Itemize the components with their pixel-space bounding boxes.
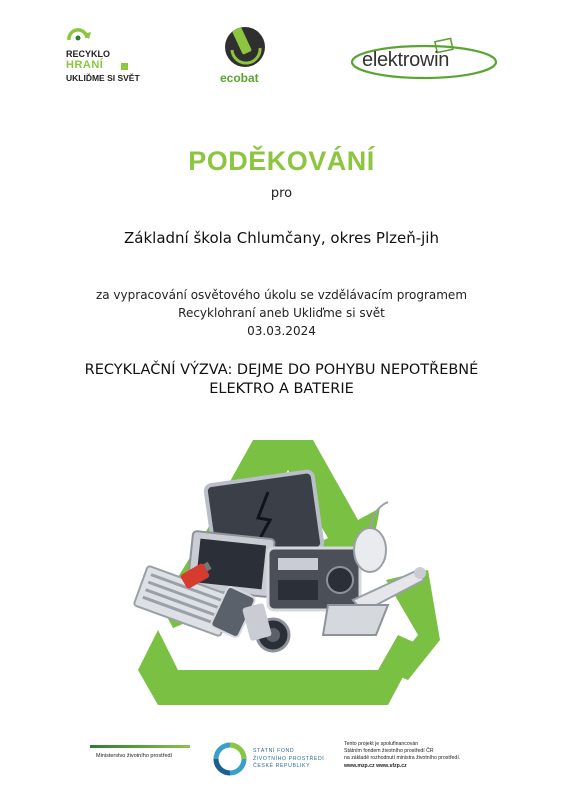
- elektrowin-logo: [348, 36, 500, 84]
- sfzp-line-1: STÁTNÍ FOND: [253, 748, 295, 754]
- recyklo-badge: ...: [123, 64, 127, 69]
- challenge-title-line-1: RECYKLAČNÍ VÝZVA: DEJME DO POHYBU NEPOTŘEBNÉ: [84, 362, 479, 378]
- cofund-websites[interactable]: www.mzp.cz www.sfzp.cz: [344, 762, 407, 769]
- ministry-text: Ministerstvo životního prostředí: [96, 753, 173, 759]
- hrani-text: HRANÍ: [66, 59, 104, 71]
- cofund-line-3: na základě rozhodnutí ministra životního prostředí.: [344, 755, 461, 762]
- description-line-2: Recyklohraní aneb Ukliďme si svět: [178, 306, 385, 320]
- recycling-e-waste-illustration: [118, 430, 448, 715]
- sfzp-line-2: ŽIVOTNÍHO PROSTŘEDÍ: [253, 755, 325, 762]
- recyklohrani-logo: [62, 26, 152, 90]
- elektrowin-text: elektrowin: [362, 49, 450, 71]
- sfzp-logo: [212, 741, 342, 777]
- ecobat-text: ecobat: [220, 71, 259, 85]
- recycle-swirl-icon: [65, 26, 95, 48]
- cofunding-note: [344, 741, 494, 791]
- recyklo-text: RECYKLO: [66, 49, 111, 59]
- description-line-1: za vypracování osvětového úkolu se vzdělávacím programem: [95, 288, 468, 302]
- for-text: pro: [270, 186, 293, 201]
- ecobat-logo: [214, 22, 276, 88]
- school-name: Základní škola Chlumčany, okres Plzeň-jih: [124, 229, 439, 247]
- sfzp-line-3: ČESKÉ REPUBLIKY: [253, 763, 311, 769]
- certificate-date: 03.03.2024: [247, 324, 316, 338]
- cofund-line-1: Tento projekt je spolufinancován: [344, 741, 419, 747]
- uklidme-text: UKLIĎME SI SVĚT: [66, 73, 140, 83]
- cofund-line-2: Státním fondem životního prostředí ČR: [344, 748, 434, 755]
- battery-icon: [214, 22, 276, 72]
- certificate-title: PODĚKOVÁNÍ: [188, 146, 375, 176]
- ministry-bar: [90, 745, 190, 748]
- sfzp-circle-icon: [212, 741, 248, 777]
- challenge-title-line-2: ELEKTRO A BATERIE: [209, 381, 354, 397]
- ministry-logo: [90, 745, 198, 769]
